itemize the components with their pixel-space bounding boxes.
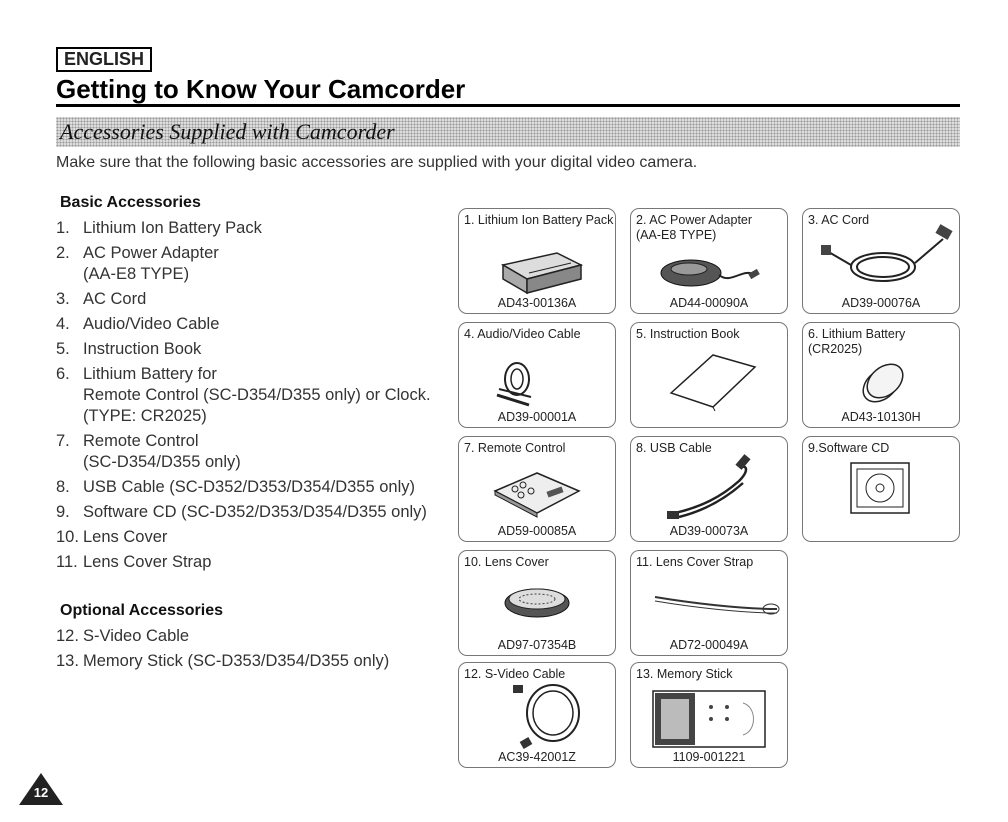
section-title: Accessories Supplied with Camcorder xyxy=(60,119,395,144)
card-label: 8. USB Cable xyxy=(636,441,712,455)
item-number: 1. xyxy=(56,219,70,237)
item-text: S-Video Cable xyxy=(83,627,190,645)
basic-accessories-list xyxy=(56,218,463,577)
card-label: 5. Instruction Book xyxy=(636,327,740,341)
intro-text: Make sure that the following basic accessories are supplied with your digital video camera. xyxy=(56,154,698,171)
list-item xyxy=(56,289,463,310)
card-label: 12. S-Video Cable xyxy=(464,667,566,681)
list-item xyxy=(56,364,463,427)
list-item xyxy=(56,218,463,239)
accessory-card-lens-cover-strap xyxy=(630,550,788,656)
item-text: AC Power Adapter (AA-E8 TYPE) xyxy=(83,244,219,283)
item-number: 10. xyxy=(56,528,79,546)
item-text: Audio/Video Cable xyxy=(83,315,220,333)
list-item xyxy=(56,339,463,360)
accessory-card-svideo-cable xyxy=(458,662,616,768)
item-text: Software CD (SC-D352/D353/D354/D355 only) xyxy=(83,503,427,521)
item-number: 5. xyxy=(56,340,70,358)
page-number-marker xyxy=(18,772,64,806)
optional-accessories-heading: Optional Accessories xyxy=(60,602,224,619)
item-text: AC Cord xyxy=(83,290,147,308)
item-number: 11. xyxy=(56,553,78,571)
card-label: 3. AC Cord xyxy=(808,213,870,227)
part-number: AD72-00049A xyxy=(669,638,749,652)
part-number: AC39-42001Z xyxy=(498,750,576,764)
item-text: Remote Control (SC-D354/D355 only) xyxy=(83,432,241,471)
item-number: 9. xyxy=(56,503,70,521)
accessory-card-ac-adapter xyxy=(630,208,788,314)
list-item xyxy=(56,502,463,523)
part-number: AD43-10130H xyxy=(841,410,921,424)
item-text: Lens Cover Strap xyxy=(83,553,212,571)
card-label: 2. AC Power Adapter (AA-E8 TYPE) xyxy=(636,213,753,242)
accessory-card-usb-cable xyxy=(630,436,788,542)
accessory-card-battery-pack xyxy=(458,208,616,314)
item-number: 4. xyxy=(56,315,70,333)
card-label: 9.Software CD xyxy=(808,441,890,455)
part-number: AD39-00076A xyxy=(841,296,921,310)
item-text: Lens Cover xyxy=(83,528,168,546)
card-label: 7. Remote Control xyxy=(464,441,566,455)
item-number: 12. xyxy=(56,627,79,645)
item-number: 6. xyxy=(56,365,70,383)
card-label: 4. Audio/Video Cable xyxy=(464,327,581,341)
card-label: 1. Lithium Ion Battery Pack xyxy=(464,213,614,227)
section-banner xyxy=(56,117,960,147)
card-label: 10. Lens Cover xyxy=(464,555,549,569)
part-number: AD59-00085A xyxy=(497,524,577,538)
list-item xyxy=(56,527,463,548)
accessory-card-lithium-battery xyxy=(802,322,960,428)
item-text: Lithium Battery for Remote Control (SC-D354/D355 only) or Clock. (TYPE: CR2025) xyxy=(83,365,431,425)
item-number: 8. xyxy=(56,478,70,496)
list-item xyxy=(56,651,463,672)
card-label: 6. Lithium Battery (CR2025) xyxy=(808,327,906,356)
part-number: AD43-00136A xyxy=(497,296,577,310)
accessory-card-ac-cord xyxy=(802,208,960,314)
item-number: 3. xyxy=(56,290,70,308)
item-text: Instruction Book xyxy=(83,340,202,358)
list-item xyxy=(56,431,463,473)
optional-accessories-list xyxy=(56,626,463,676)
accessory-card-remote-control xyxy=(458,436,616,542)
accessory-card-lens-cover xyxy=(458,550,616,656)
page-title: Getting to Know Your Camcorder xyxy=(56,74,466,104)
part-number: AD39-00073A xyxy=(669,524,749,538)
card-label: 11. Lens Cover Strap xyxy=(636,555,754,569)
item-number: 2. xyxy=(56,244,70,262)
basic-accessories-heading: Basic Accessories xyxy=(60,194,201,211)
list-item xyxy=(56,314,463,335)
part-number: AD97-07354B xyxy=(497,638,577,652)
item-number: 7. xyxy=(56,432,70,450)
list-item xyxy=(56,243,463,285)
accessory-card-memory-stick xyxy=(630,662,788,768)
language-badge: ENGLISH xyxy=(56,47,152,72)
part-number: AD39-00001A xyxy=(497,410,577,424)
item-number: 13. xyxy=(56,652,79,670)
list-item xyxy=(56,626,463,647)
item-text: Lithium Ion Battery Pack xyxy=(83,219,262,237)
item-text: USB Cable (SC-D352/D353/D354/D355 only) xyxy=(83,478,415,496)
accessory-card-av-cable xyxy=(458,322,616,428)
title-divider xyxy=(56,104,960,107)
page-number: 12 xyxy=(33,785,49,800)
list-item xyxy=(56,477,463,498)
card-label: 13. Memory Stick xyxy=(636,667,733,681)
part-number: AD44-00090A xyxy=(669,296,749,310)
accessory-card-software-cd xyxy=(802,436,960,542)
part-number: 1109-001221 xyxy=(672,750,746,764)
item-text: Memory Stick (SC-D353/D354/D355 only) xyxy=(83,652,390,670)
list-item xyxy=(56,552,463,573)
accessory-card-instruction-book xyxy=(630,322,788,428)
